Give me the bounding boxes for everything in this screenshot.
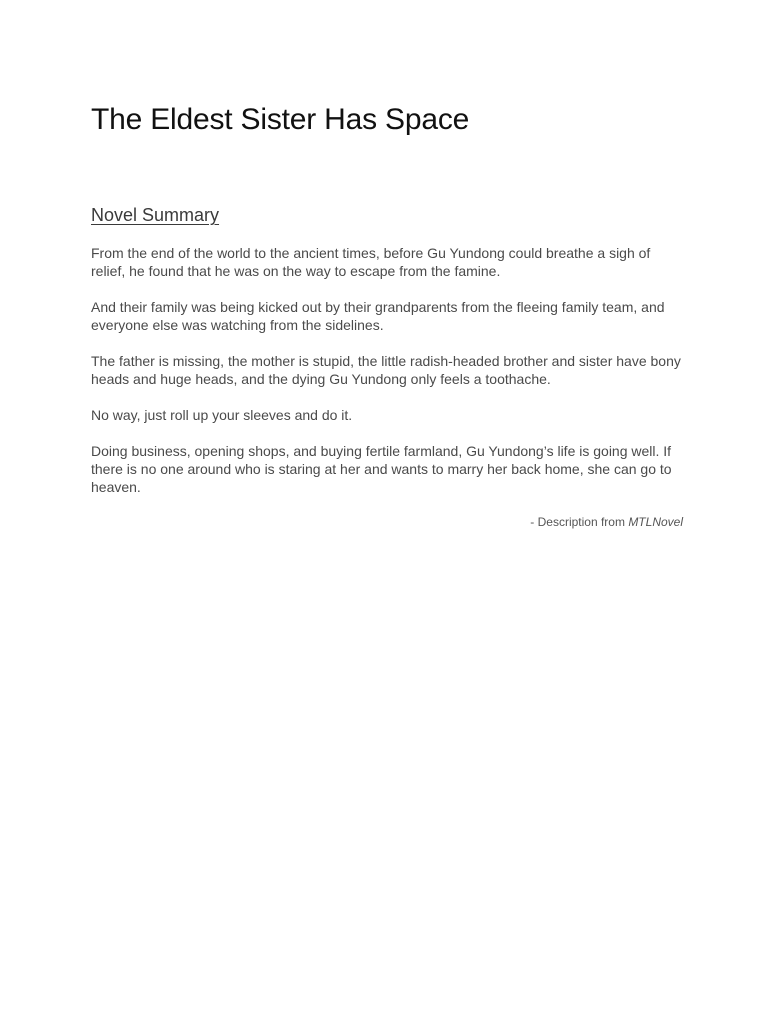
summary-paragraph: From the end of the world to the ancient times, before Gu Yundong could breathe a sigh of relief, he found that he was on the way to escape from the famine. (91, 245, 651, 279)
attribution-source: MTLNovel (628, 515, 683, 529)
summary-body (91, 244, 683, 496)
attribution-prefix: - Description from (530, 515, 629, 529)
document-title: The Eldest Sister Has Space (91, 103, 470, 136)
document-content (91, 98, 683, 530)
summary-paragraph: The father is missing, the mother is stupid, the little radish-headed brother and sister have bony heads and huge heads, and the dying Gu Yundong only feels a toothache. (91, 353, 681, 387)
description-attribution (91, 514, 683, 530)
summary-paragraph: Doing business, opening shops, and buying fertile farmland, Gu Yundong’s life is going well. If there is no one around who is staring at her and wants to marry her back home, she can go to heaven. (91, 443, 672, 495)
section-heading-novel-summary: Novel Summary (91, 205, 220, 225)
summary-paragraph: No way, just roll up your sleeves and do it. (91, 407, 353, 423)
summary-paragraph: And their family was being kicked out by their grandparents from the fleeing family team, and everyone else was watching from the sidelines. (91, 299, 665, 333)
